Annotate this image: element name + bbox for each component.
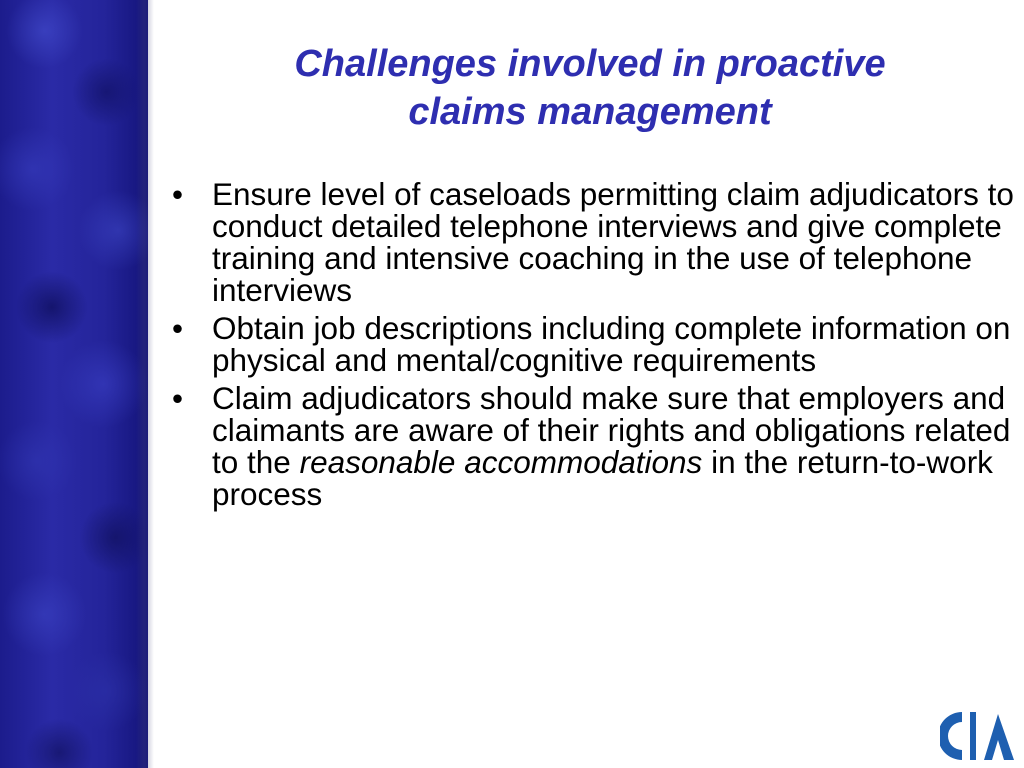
bullet-text-start: Claim adjudicators should make sure that employers and claimants are aware of their rights and obligations related to the [212, 380, 1011, 480]
bullet-list [168, 178, 1014, 516]
organization-logo-icon [940, 708, 1016, 764]
decorative-side-band [0, 0, 148, 768]
slide-title [160, 40, 1020, 136]
side-band-shadow [136, 0, 154, 768]
title-line-1: Challenges involved in proactive [294, 43, 886, 85]
bullet-text: Obtain job descriptions including complete information on physical and mental/cognitive requirements [212, 310, 1011, 378]
bullet-text: Ensure level of caseloads permitting claim adjudicators to conduct detailed telephone interviews and give complete training and intensive coaching in the use of telephone interviews [212, 176, 1014, 308]
title-line-2: claims management [408, 91, 772, 133]
bullet-text-end: in the return-to-work process [212, 444, 993, 512]
bullet-text-emphasis: reasonable accommodations [299, 444, 703, 480]
bullet-marker-icon: • [172, 176, 184, 212]
bullet-marker-icon: • [172, 310, 184, 346]
bullet-marker-icon: • [172, 380, 184, 416]
bullet-item-caseloads [168, 178, 1014, 306]
bullet-item-job-descriptions [168, 312, 1014, 376]
bullet-item-claim-adjudicators [168, 382, 1014, 510]
